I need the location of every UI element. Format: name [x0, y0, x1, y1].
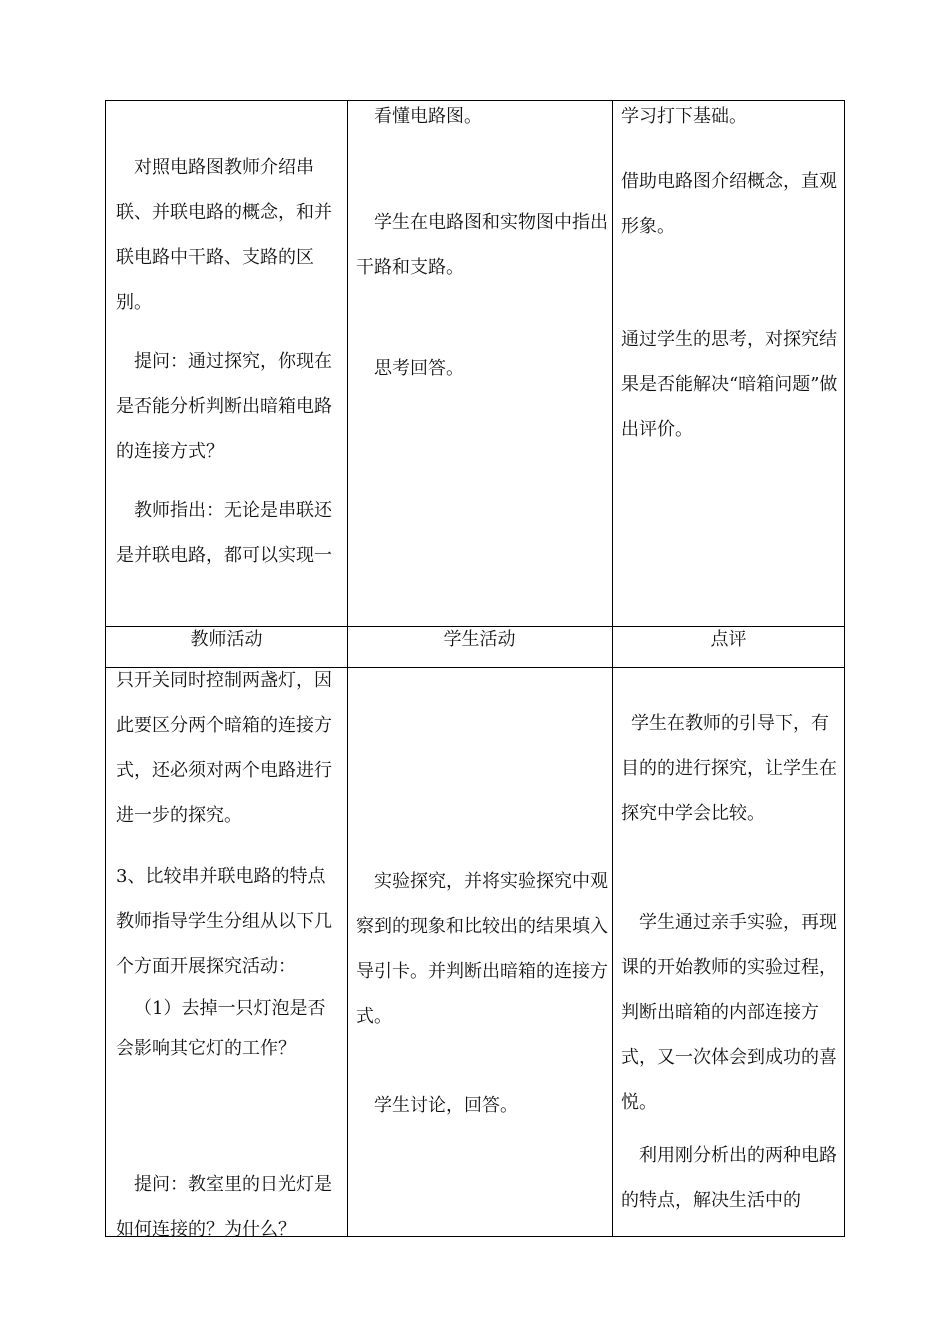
comment-text: 通过学生的思考，对探究结果是否能解决“暗箱问题”做出评价。 [621, 329, 838, 440]
teacher-text: （1）去掉一只灯泡是否会影响其它灯的工作？ [116, 998, 326, 1059]
header-comment: 点评 [710, 629, 747, 650]
bottom-student-cell [356, 859, 608, 1128]
comment-text: 利用刚分析出的两种电路的特点，解决生活中的 [621, 1145, 837, 1211]
comment-text: 学习打下基础。 [621, 106, 747, 127]
teacher-text: 提问：通过探究，你现在是否能分析判断出暗箱电路的连接方式？ [116, 351, 332, 462]
top-teacher-cell [116, 145, 342, 578]
student-text: 学生在电路图和实物图中指出干路和支路。 [356, 212, 608, 278]
teacher-text: 教师指导学生分组从以下几个方面开展探究活动： [116, 911, 332, 977]
teacher-text: 只开关同时控制两盏灯，因此要区分两个暗箱的连接方式，还必须对两个电路进行进一步的探究。 [116, 670, 332, 826]
student-text: 实验探究，并将实验探究中观察到的现象和比较出的结果填入导引卡。并判断出暗箱的连接方式。 [356, 871, 608, 1027]
comment-text: 借助电路图介绍概念，直观形象。 [621, 171, 837, 237]
bottom-teacher-cell [116, 658, 342, 1252]
top-student-cell [356, 94, 608, 391]
student-text: 学生讨论，回答。 [374, 1095, 518, 1116]
header-student-activity: 学生活动 [443, 629, 516, 650]
teacher-text: 提问：教室里的日光灯是如何连接的？为什么？ [116, 1174, 332, 1240]
row-divider [106, 626, 844, 627]
column-divider [612, 101, 613, 1236]
column-divider [347, 101, 348, 1236]
header-teacher-activity: 教师活动 [190, 629, 263, 650]
top-comment-cell [621, 94, 841, 452]
student-text: 思考回答。 [374, 358, 464, 379]
comment-text: 学生通过亲手实验，再现课的开始教师的实验过程，判断出暗箱的内部连接方式，又一次体会到成功的喜悦。 [621, 912, 837, 1113]
lesson-plan-table [105, 100, 845, 1240]
comment-text: 学生在教师的引导下，有目的的进行探究，让学生在探究中学会比较。 [621, 713, 837, 824]
student-text: 看懂电路图。 [374, 106, 482, 127]
teacher-text: 3、比较串并联电路的特点 [116, 866, 326, 887]
bottom-comment-cell [621, 701, 841, 1223]
teacher-text: 对照电路图教师介绍串联、并联电路的概念，和并联电路中干路、支路的区别。 [116, 157, 332, 313]
teacher-text: 教师指出：无论是串联还是并联电路，都可以实现一 [116, 500, 332, 566]
